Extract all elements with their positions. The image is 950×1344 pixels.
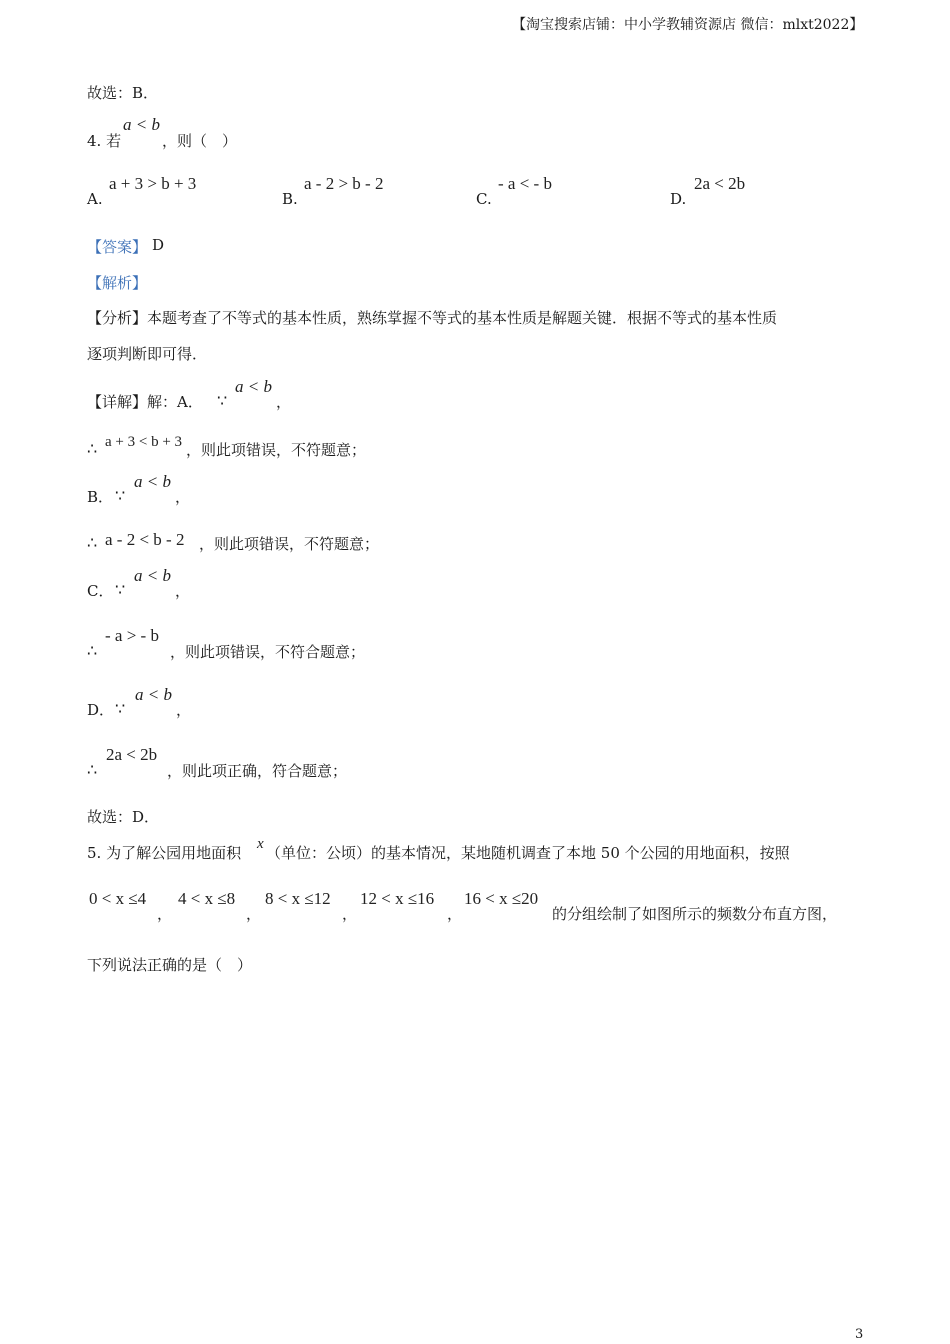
page-header: 【淘宝搜索店铺：中小学教辅资源店 微信：mlxt2022】: [512, 17, 864, 33]
question-4-prefix: 4. 若: [87, 132, 122, 150]
punctuation: ，: [276, 393, 292, 411]
step-text: ，则此项错误，不符合题意；: [170, 643, 366, 661]
punctuation: ，: [447, 905, 463, 923]
math-expression: a < b: [123, 115, 160, 134]
option-d-math: 2a < 2b: [694, 174, 746, 193]
answer-tag: 【答案】: [87, 238, 148, 256]
option-b-math: a - 2 > b - 2: [304, 174, 384, 193]
question-5-text: 下列说法正确的是（ ）: [87, 956, 253, 974]
option-c-label: C.: [476, 190, 492, 208]
because-symbol: ∵: [217, 391, 228, 410]
math-expression: a < b: [134, 472, 171, 491]
interval-group: 0 < x ≤4: [89, 889, 147, 908]
interval-group: 12 < x ≤16: [360, 889, 435, 908]
step-text: ，则此项错误，不符题意；: [199, 535, 380, 553]
option-d-label: D.: [670, 190, 687, 208]
step-text: ，则此项错误，不符题意；: [186, 441, 367, 459]
math-expression: - a > - b: [105, 626, 159, 645]
interval-group: 8 < x ≤12: [265, 889, 331, 908]
punctuation: ，: [157, 905, 173, 923]
question-5-text: 的分组绘制了如图所示的频数分布直方图，: [552, 905, 838, 923]
punctuation: ，: [342, 905, 358, 923]
question-5-text: （单位：公顷）的基本情况，某地随机调查了本地 50 个公园的用地面积，按照: [266, 844, 790, 862]
math-expression: a + 3 < b + 3: [105, 434, 183, 450]
because-symbol: ∵: [115, 580, 126, 599]
math-expression: a < b: [135, 685, 172, 704]
step-label: B．: [87, 488, 114, 506]
punctuation: ，: [246, 905, 262, 923]
step-label: C．: [87, 582, 114, 600]
step-text: ，则此项正确，符合题意；: [167, 762, 348, 780]
option-b-label: B.: [282, 190, 298, 208]
because-symbol: ∵: [115, 486, 126, 505]
text-line: 故选：D．: [87, 808, 160, 826]
math-expression: 2a < 2b: [106, 745, 158, 764]
punctuation: ，: [176, 701, 192, 719]
detail-prefix: 【详解】解：A．: [87, 393, 203, 411]
punctuation: ，: [175, 488, 191, 506]
therefore-symbol: ∴: [87, 641, 98, 660]
because-symbol: ∵: [115, 699, 126, 718]
math-variable: x: [257, 836, 264, 852]
step-label: D．: [87, 701, 115, 719]
question-5-text: 5. 为了解公园用地面积: [87, 844, 242, 862]
option-c-math: - a < - b: [498, 174, 552, 193]
math-expression: a < b: [134, 566, 171, 585]
math-expression: a - 2 < b - 2: [105, 530, 185, 549]
punctuation: ，: [175, 582, 191, 600]
interval-group: 16 < x ≤20: [464, 889, 539, 908]
therefore-symbol: ∴: [87, 760, 98, 779]
text-line: 故选：B．: [87, 84, 159, 102]
analysis-text: 逐项判断即可得．: [87, 345, 208, 363]
option-a-math: a + 3 > b + 3: [109, 174, 197, 193]
math-expression: a < b: [235, 377, 272, 396]
question-4-suffix: ，则（ ）: [162, 132, 238, 150]
analysis-tag: 【解析】: [87, 274, 148, 292]
therefore-symbol: ∴: [87, 533, 98, 552]
analysis-text: 【分析】本题考查了不等式的基本性质，熟练掌握不等式的基本性质是解题关键．根据不等式的基本性质: [87, 309, 778, 327]
therefore-symbol: ∴: [87, 439, 98, 458]
option-a-label: A.: [87, 190, 103, 208]
answer-value: D: [152, 236, 165, 254]
page-number: 3: [855, 1327, 864, 1342]
interval-group: 4 < x ≤8: [178, 889, 236, 908]
